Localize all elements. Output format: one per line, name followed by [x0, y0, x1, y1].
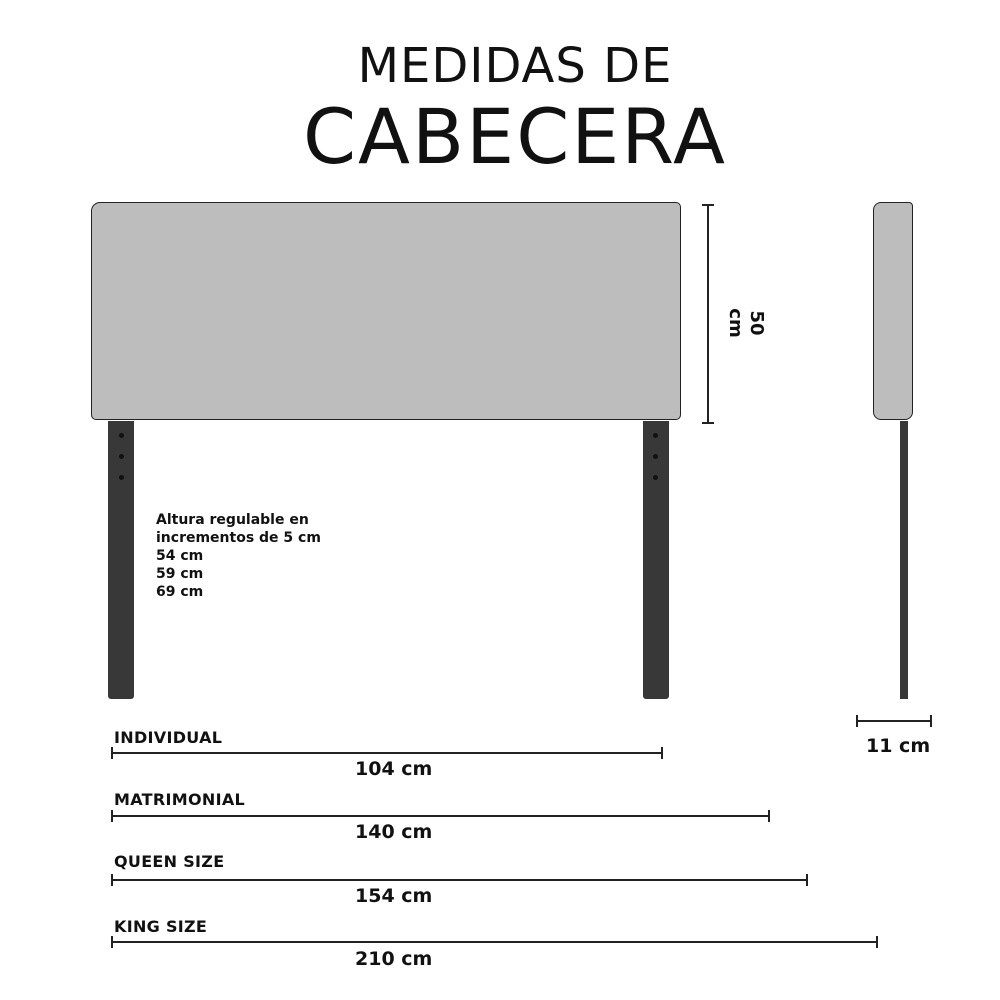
left-leg [108, 421, 134, 699]
note-height-2: 59 cm [156, 566, 204, 582]
size-width-matrimonial: 140 cm [355, 821, 433, 843]
size-tick [111, 810, 113, 822]
size-line-individual [111, 752, 663, 754]
note-height-1: 54 cm [156, 548, 204, 564]
size-label-queen: QUEEN SIZE [114, 852, 225, 871]
size-label-king: KING SIZE [114, 917, 208, 936]
title-line-1: MEDIDAS DE [357, 38, 673, 94]
depth-dimension-tick [856, 715, 858, 727]
size-width-queen: 154 cm [355, 885, 433, 907]
adjustable-height-note [156, 511, 321, 601]
right-leg [643, 421, 669, 699]
size-line-matrimonial [111, 815, 770, 817]
height-dimension-tick [702, 204, 714, 206]
size-label-matrimonial: MATRIMONIAL [114, 790, 245, 809]
size-tick [806, 874, 808, 886]
headboard-panel [91, 202, 681, 420]
title-line-2: CABECERA [302, 92, 728, 181]
depth-dimension-tick [930, 715, 932, 727]
left-leg-hole [119, 433, 124, 438]
side-view-panel [873, 202, 913, 420]
note-line-1: Altura regulable en [156, 512, 309, 528]
side-view-post [900, 421, 908, 699]
note-height-3: 69 cm [156, 584, 204, 600]
left-leg-hole [119, 475, 124, 480]
size-tick [111, 874, 113, 886]
size-tick [111, 936, 113, 948]
size-label-individual: INDIVIDUAL [114, 728, 223, 747]
size-tick [876, 936, 878, 948]
size-tick [768, 810, 770, 822]
left-leg-hole [119, 454, 124, 459]
note-line-2: incrementos de 5 cm [156, 530, 321, 546]
size-width-king: 210 cm [355, 948, 433, 970]
depth-dimension-line [856, 720, 932, 722]
height-dimension-label: 50 cm [725, 308, 767, 338]
right-leg-hole [653, 454, 658, 459]
depth-dimension-label: 11 cm [866, 735, 931, 757]
size-line-queen [111, 879, 808, 881]
size-line-king [111, 941, 878, 943]
height-dimension-tick [702, 422, 714, 424]
size-tick [661, 747, 663, 759]
size-tick [111, 747, 113, 759]
size-width-individual: 104 cm [355, 758, 433, 780]
right-leg-hole [653, 433, 658, 438]
right-leg-hole [653, 475, 658, 480]
height-dimension-line [707, 204, 709, 423]
